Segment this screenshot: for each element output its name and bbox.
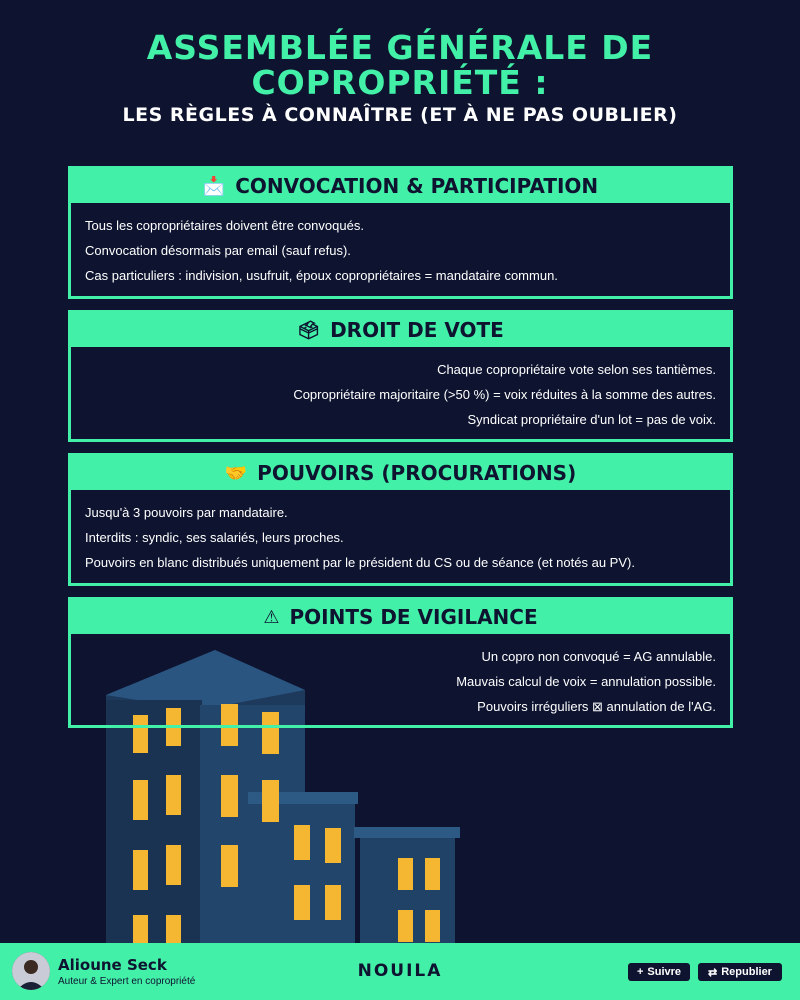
section-line: Copropriétaire majoritaire (>50 %) = voix réduites à la somme des autres. bbox=[293, 387, 716, 402]
repost-button[interactable] bbox=[698, 963, 782, 981]
section-line: Jusqu'à 3 pouvoirs par mandataire. bbox=[85, 505, 288, 520]
author-name[interactable]: Alioune Seck bbox=[58, 956, 167, 974]
author-role: Auteur & Expert en copropriété bbox=[58, 976, 196, 987]
section-header bbox=[71, 169, 730, 203]
main-title-line1: ASSEMBLÉE GÉNÉRALE DE bbox=[146, 28, 654, 67]
section-body bbox=[71, 203, 730, 296]
section-line: Tous les copropriétaires doivent être convoqués. bbox=[85, 218, 364, 233]
section-line: Pouvoirs en blanc distribués uniquement par le président du CS ou de séance (et notés au PV). bbox=[85, 555, 635, 570]
section-line: Un copro non convoqué = AG annulable. bbox=[481, 649, 716, 664]
section-body bbox=[71, 634, 730, 727]
section-header bbox=[71, 600, 730, 634]
handshake-icon: 🤝 bbox=[224, 462, 248, 484]
plus-icon: + bbox=[636, 966, 644, 978]
section-body bbox=[71, 347, 730, 440]
warning-icon: ⚠ bbox=[263, 606, 280, 628]
section-droit-de-vote bbox=[68, 310, 733, 442]
section-title: DROIT DE VOTE bbox=[330, 318, 504, 342]
follow-label: Suivre bbox=[647, 966, 682, 978]
brand-logo: NOUILA bbox=[357, 961, 443, 981]
repost-label: Republier bbox=[721, 966, 772, 978]
section-line: Mauvais calcul de voix = annulation possible. bbox=[456, 674, 716, 689]
section-title: CONVOCATION & PARTICIPATION bbox=[235, 174, 599, 198]
section-line: Cas particuliers : indivision, usufruit, époux copropriétaires = mandataire commun. bbox=[85, 268, 558, 283]
main-title-line2: COPROPRIÉTÉ : bbox=[251, 63, 549, 102]
section-line: Interdits : syndic, ses salariés, leurs proches. bbox=[85, 530, 344, 545]
section-line: Pouvoirs irréguliers ⊠ annulation de l'AG. bbox=[477, 699, 716, 714]
section-body bbox=[71, 490, 730, 583]
section-title: POINTS DE VIGILANCE bbox=[289, 605, 538, 629]
footer-bar bbox=[0, 943, 800, 1000]
follow-button[interactable] bbox=[628, 963, 690, 981]
section-points-de-vigilance bbox=[68, 597, 733, 728]
section-title: POUVOIRS (PROCURATIONS) bbox=[257, 461, 577, 485]
repost-icon: ⇄ bbox=[708, 966, 718, 979]
envelope-icon: 📩 bbox=[202, 175, 226, 197]
section-line: Syndicat propriétaire d'un lot = pas de voix. bbox=[467, 412, 716, 427]
ballot-box-icon: 🗳 bbox=[297, 319, 321, 341]
section-line: Chaque copropriétaire vote selon ses tantièmes. bbox=[437, 362, 716, 377]
subtitle: LES RÈGLES À CONNAÎTRE (ET À NE PAS OUBLIER) bbox=[122, 104, 678, 126]
section-convocation bbox=[68, 166, 733, 299]
section-header bbox=[71, 313, 730, 347]
section-line: Convocation désormais par email (sauf refus). bbox=[85, 243, 351, 258]
section-pouvoirs bbox=[68, 453, 733, 586]
section-header bbox=[71, 456, 730, 490]
